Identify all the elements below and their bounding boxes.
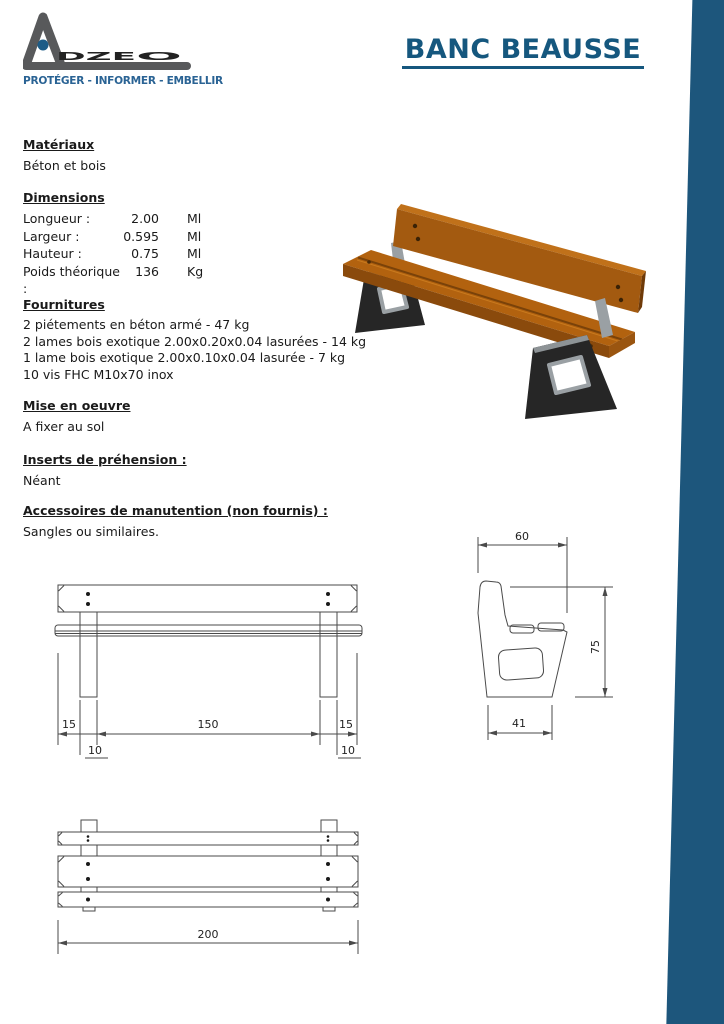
section-heading: Mise en oeuvre [23, 398, 131, 413]
arrowhead [478, 543, 487, 548]
section-accessoires [23, 502, 328, 540]
arrowhead [488, 731, 497, 736]
top-leg-segment [81, 887, 97, 892]
dimension-row [23, 245, 219, 263]
top-screw-dot [86, 862, 90, 866]
dim-value: 0.595 [123, 228, 159, 244]
top-screw-dot [86, 898, 90, 902]
corner-tick [59, 893, 358, 907]
top-leg-tab [81, 820, 97, 832]
logo-dot [38, 40, 49, 51]
bench-near-leg-hole [549, 357, 589, 393]
top-screw-dot [327, 835, 330, 838]
section-inserts [23, 451, 187, 489]
dim-label: Longueur : [23, 211, 91, 226]
section-mise-en-oeuvre [23, 397, 130, 435]
top-screw-dot [326, 877, 330, 881]
top-screw-dot [87, 835, 90, 838]
top-leg-tab [83, 907, 95, 911]
arrowhead [603, 587, 608, 596]
top-screw-dot [87, 839, 90, 842]
top-backrest-plank [58, 832, 358, 845]
top-view-drawing [45, 812, 415, 962]
section-heading: Accessoires de manutention (non fournis) : [23, 503, 328, 518]
top-seat-plank-narrow [58, 892, 358, 907]
top-screw-dot [327, 839, 330, 842]
section-fournitures [23, 296, 366, 383]
top-leg-segment [321, 845, 337, 856]
adzeo-logo [23, 8, 193, 74]
arrowhead [97, 732, 106, 737]
dim-unit: Ml [187, 228, 202, 244]
fourniture-item: 10 vis FHC M10x70 inox [23, 366, 174, 382]
fourniture-item: 2 piétements en béton armé - 47 kg [23, 317, 250, 332]
section-heading: Fournitures [23, 297, 105, 312]
top-screw-dot [326, 898, 330, 902]
logo-tagline: PROTÉGER - INFORMER - EMBELLIR [23, 75, 223, 87]
side-accent-band [662, 0, 724, 1024]
dim-label: Poids théorique : [23, 263, 120, 296]
arrowhead [58, 941, 67, 946]
top-leg-segment [81, 845, 97, 856]
corner-tick [59, 586, 357, 612]
corner-tick [59, 857, 358, 887]
front-view-drawing [45, 560, 415, 770]
dimension-row [23, 210, 219, 228]
section-heading: Matériaux [23, 137, 95, 152]
front-screw-dot [326, 592, 330, 596]
section-body: Sangles ou similaires. [23, 524, 159, 539]
section-materiaux [23, 136, 106, 174]
side-dim-height: 75 [589, 640, 602, 654]
front-screw-dot [86, 602, 90, 606]
bench-screw [413, 224, 417, 228]
arrowhead [349, 941, 358, 946]
side-dim-base-width: 41 [512, 717, 526, 730]
front-dim-right: 15 [339, 718, 353, 731]
top-screw-dot [326, 862, 330, 866]
front-screw-dot [86, 592, 90, 596]
fourniture-item: 1 lame bois exotique 2.00x0.10x0.04 lasurée - 7 kg [23, 350, 346, 365]
front-dim-span: 150 [197, 718, 219, 731]
side-leg-hole [498, 648, 544, 681]
front-dim-leg-right: 10 [341, 744, 355, 757]
front-dim-left: 15 [62, 718, 76, 731]
bench-screw [367, 260, 371, 264]
front-screw-dot [326, 602, 330, 606]
section-heading: Inserts de préhension : [23, 452, 187, 467]
side-view-drawing [455, 525, 650, 760]
arrowhead [558, 543, 567, 548]
top-leg-tab [321, 820, 337, 832]
top-leg-segment [321, 887, 337, 892]
section-heading: Dimensions [23, 190, 105, 205]
front-backrest-plank [58, 585, 357, 612]
logo-letters-gray: DZE [56, 50, 136, 63]
fourniture-item: 2 lames bois exotique 2.00x0.20x0.04 lasurées - 14 kg [23, 333, 367, 349]
bench-screw [616, 285, 620, 289]
dim-unit: Ml [187, 211, 202, 226]
arrowhead [58, 732, 67, 737]
section-body: Néant [23, 473, 61, 488]
arrowhead [348, 732, 357, 737]
side-profile-outline [478, 581, 567, 697]
dim-value: 0.75 [131, 246, 159, 261]
front-dim-leg-left: 10 [88, 744, 102, 757]
logo-letter-o: O [136, 50, 182, 63]
section-dimensions [23, 189, 219, 298]
arrowhead [311, 732, 320, 737]
dim-unit: Ml [187, 246, 202, 261]
side-dim-top-width: 60 [515, 530, 529, 543]
top-dim-length: 200 [197, 928, 219, 941]
arrowhead [603, 688, 608, 697]
section-body: Béton et bois [23, 158, 106, 173]
bench-3d-render [333, 183, 693, 428]
bench-screw [416, 237, 420, 241]
dim-label: Hauteur : [23, 246, 82, 261]
dimension-row [23, 263, 219, 298]
dim-value: 2.00 [131, 211, 159, 226]
top-screw-dot [86, 877, 90, 881]
arrowhead [543, 731, 552, 736]
top-leg-tab [323, 907, 335, 911]
dim-value: 136 [135, 263, 159, 279]
top-seat-plank-wide [58, 856, 358, 887]
bench-screw [619, 298, 623, 302]
section-body: A fixer au sol [23, 419, 105, 434]
dim-unit: Kg [187, 263, 204, 279]
dimension-row [23, 228, 219, 246]
dim-label: Largeur : [23, 228, 80, 244]
corner-tick [59, 833, 358, 845]
page-title: BANC BEAUSSE [402, 34, 644, 69]
